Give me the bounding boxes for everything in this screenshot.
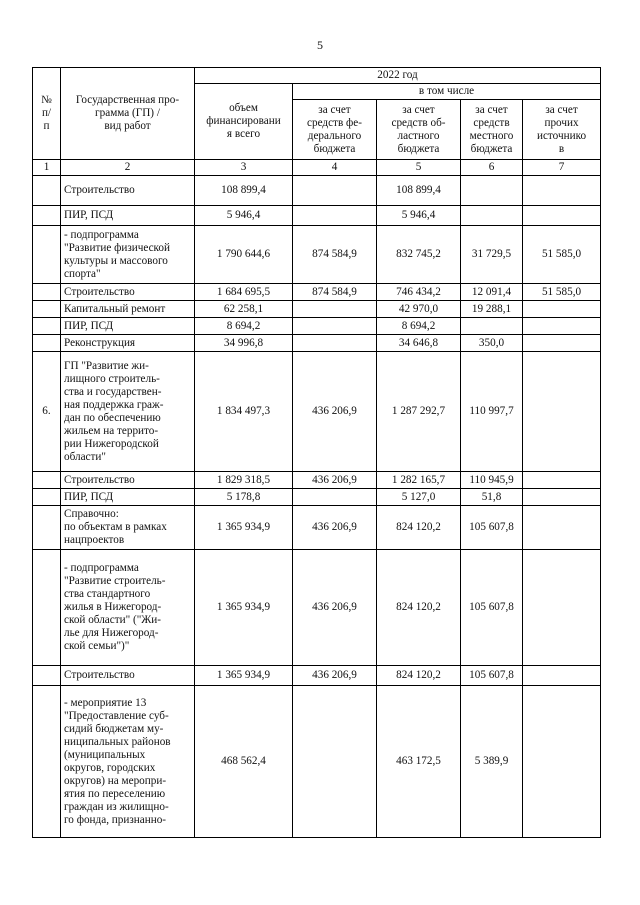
column-number-row	[33, 160, 601, 176]
federal-cell: 436 206,9	[293, 472, 377, 489]
regional-cell: 42 970,0	[377, 301, 461, 318]
table-row	[33, 550, 601, 666]
regional-cell: 34 646,8	[377, 335, 461, 352]
other-cell	[523, 489, 601, 506]
row-number-cell	[33, 226, 61, 284]
row-name-cell: Строительство	[61, 176, 195, 206]
table-row	[33, 489, 601, 506]
row-name-cell: - подпрограмма "Развитие физической культуры и массового спорта"	[61, 226, 195, 284]
table-row	[33, 318, 601, 335]
column-number: 2	[61, 160, 195, 176]
header-year: 2022 год	[195, 68, 601, 84]
table-row	[33, 206, 601, 226]
total-cell: 108 899,4	[195, 176, 293, 206]
total-cell: 8 694,2	[195, 318, 293, 335]
other-cell: 51 585,0	[523, 284, 601, 301]
other-cell	[523, 301, 601, 318]
federal-cell: 874 584,9	[293, 226, 377, 284]
local-cell	[461, 318, 523, 335]
local-cell: 110 945,9	[461, 472, 523, 489]
other-cell	[523, 686, 601, 838]
local-cell: 5 389,9	[461, 686, 523, 838]
row-number-cell	[33, 489, 61, 506]
table-row	[33, 226, 601, 284]
other-cell: 51 585,0	[523, 226, 601, 284]
regional-cell: 1 282 165,7	[377, 472, 461, 489]
row-number-cell	[33, 506, 61, 550]
table-row	[33, 301, 601, 318]
row-name-cell: - подпрограмма "Развитие строитель- ства стандартного жилья в Нижегород- ской области" ("Жи- лье для Нижегород- ской семьи")"	[61, 550, 195, 666]
federal-cell: 436 206,9	[293, 506, 377, 550]
header-in-total: в том числе	[293, 84, 601, 100]
federal-cell: 874 584,9	[293, 284, 377, 301]
row-name-cell: ПИР, ПСД	[61, 318, 195, 335]
local-cell	[461, 176, 523, 206]
column-number: 5	[377, 160, 461, 176]
header-regional: за счет средств об- ластного бюджета	[377, 100, 461, 160]
other-cell	[523, 352, 601, 472]
total-cell: 62 258,1	[195, 301, 293, 318]
header-num: № п/ п	[33, 68, 61, 160]
header-federal: за счет средств фе- дерального бюджета	[293, 100, 377, 160]
other-cell	[523, 318, 601, 335]
total-cell: 1 684 695,5	[195, 284, 293, 301]
federal-cell	[293, 686, 377, 838]
other-cell	[523, 550, 601, 666]
row-name-cell: Строительство	[61, 284, 195, 301]
federal-cell	[293, 176, 377, 206]
federal-cell	[293, 301, 377, 318]
table-row	[33, 176, 601, 206]
local-cell: 105 607,8	[461, 666, 523, 686]
table-row	[33, 506, 601, 550]
row-number-cell	[33, 550, 61, 666]
row-name-cell: Капитальный ремонт	[61, 301, 195, 318]
local-cell: 31 729,5	[461, 226, 523, 284]
other-cell	[523, 472, 601, 489]
column-number: 4	[293, 160, 377, 176]
page-number: 5	[317, 38, 323, 52]
federal-cell	[293, 318, 377, 335]
local-cell	[461, 206, 523, 226]
row-number-cell: 6.	[33, 352, 61, 472]
total-cell: 1 834 497,3	[195, 352, 293, 472]
row-name-cell: ПИР, ПСД	[61, 206, 195, 226]
local-cell: 12 091,4	[461, 284, 523, 301]
row-name-cell: Строительство	[61, 472, 195, 489]
federal-cell: 436 206,9	[293, 352, 377, 472]
regional-cell: 824 120,2	[377, 506, 461, 550]
financing-table	[32, 67, 601, 838]
local-cell: 51,8	[461, 489, 523, 506]
header-program: Государственная про- грамма (ГП) / вид работ	[61, 68, 195, 160]
row-number-cell	[33, 318, 61, 335]
federal-cell: 436 206,9	[293, 550, 377, 666]
column-number: 6	[461, 160, 523, 176]
federal-cell	[293, 335, 377, 352]
row-name-cell: ГП "Развитие жи- лищного строитель- ства и государствен- ная поддержка граж- дан по обеспечению жильем на террито- рии Нижегородской области"	[61, 352, 195, 472]
local-cell: 105 607,8	[461, 506, 523, 550]
table-row	[33, 666, 601, 686]
table-row	[33, 472, 601, 489]
regional-cell: 746 434,2	[377, 284, 461, 301]
table-row	[33, 284, 601, 301]
row-name-cell: Реконструкция	[61, 335, 195, 352]
total-cell: 5 178,8	[195, 489, 293, 506]
federal-cell	[293, 489, 377, 506]
total-cell: 34 996,8	[195, 335, 293, 352]
row-number-cell	[33, 335, 61, 352]
other-cell	[523, 335, 601, 352]
federal-cell	[293, 206, 377, 226]
total-cell: 1 365 934,9	[195, 666, 293, 686]
local-cell: 110 997,7	[461, 352, 523, 472]
header-total: объем финансировани я всего	[195, 84, 293, 160]
regional-cell: 832 745,2	[377, 226, 461, 284]
other-cell	[523, 666, 601, 686]
regional-cell: 8 694,2	[377, 318, 461, 335]
row-number-cell	[33, 206, 61, 226]
row-number-cell	[33, 472, 61, 489]
row-number-cell	[33, 176, 61, 206]
total-cell: 468 562,4	[195, 686, 293, 838]
table-row	[33, 335, 601, 352]
row-name-cell: Строительство	[61, 666, 195, 686]
other-cell	[523, 206, 601, 226]
column-number: 1	[33, 160, 61, 176]
row-name-cell: ПИР, ПСД	[61, 489, 195, 506]
table-row	[33, 352, 601, 472]
row-number-cell	[33, 301, 61, 318]
regional-cell: 1 287 292,7	[377, 352, 461, 472]
regional-cell: 824 120,2	[377, 666, 461, 686]
federal-cell: 436 206,9	[293, 666, 377, 686]
local-cell: 19 288,1	[461, 301, 523, 318]
regional-cell: 463 172,5	[377, 686, 461, 838]
total-cell: 5 946,4	[195, 206, 293, 226]
row-number-cell	[33, 284, 61, 301]
local-cell: 105 607,8	[461, 550, 523, 666]
row-number-cell	[33, 666, 61, 686]
row-number-cell	[33, 686, 61, 838]
header-other: за счет прочих источнико в	[523, 100, 601, 160]
other-cell	[523, 176, 601, 206]
regional-cell: 5 127,0	[377, 489, 461, 506]
other-cell	[523, 506, 601, 550]
column-number: 3	[195, 160, 293, 176]
column-number: 7	[523, 160, 601, 176]
row-name-cell: - мероприятие 13 "Предоставление суб- сидий бюджетам му- ниципальных районов (муниципальных округов, городских округов) на меропри- ятия по переселению граждан из жилищно- го фонда, признанно-	[61, 686, 195, 838]
total-cell: 1 790 644,6	[195, 226, 293, 284]
local-cell: 350,0	[461, 335, 523, 352]
regional-cell: 5 946,4	[377, 206, 461, 226]
total-cell: 1 365 934,9	[195, 506, 293, 550]
total-cell: 1 829 318,5	[195, 472, 293, 489]
table-row	[33, 686, 601, 838]
header-local: за счет средств местного бюджета	[461, 100, 523, 160]
regional-cell: 108 899,4	[377, 176, 461, 206]
total-cell: 1 365 934,9	[195, 550, 293, 666]
regional-cell: 824 120,2	[377, 550, 461, 666]
row-name-cell: Справочно: по объектам в рамках нацпроектов	[61, 506, 195, 550]
